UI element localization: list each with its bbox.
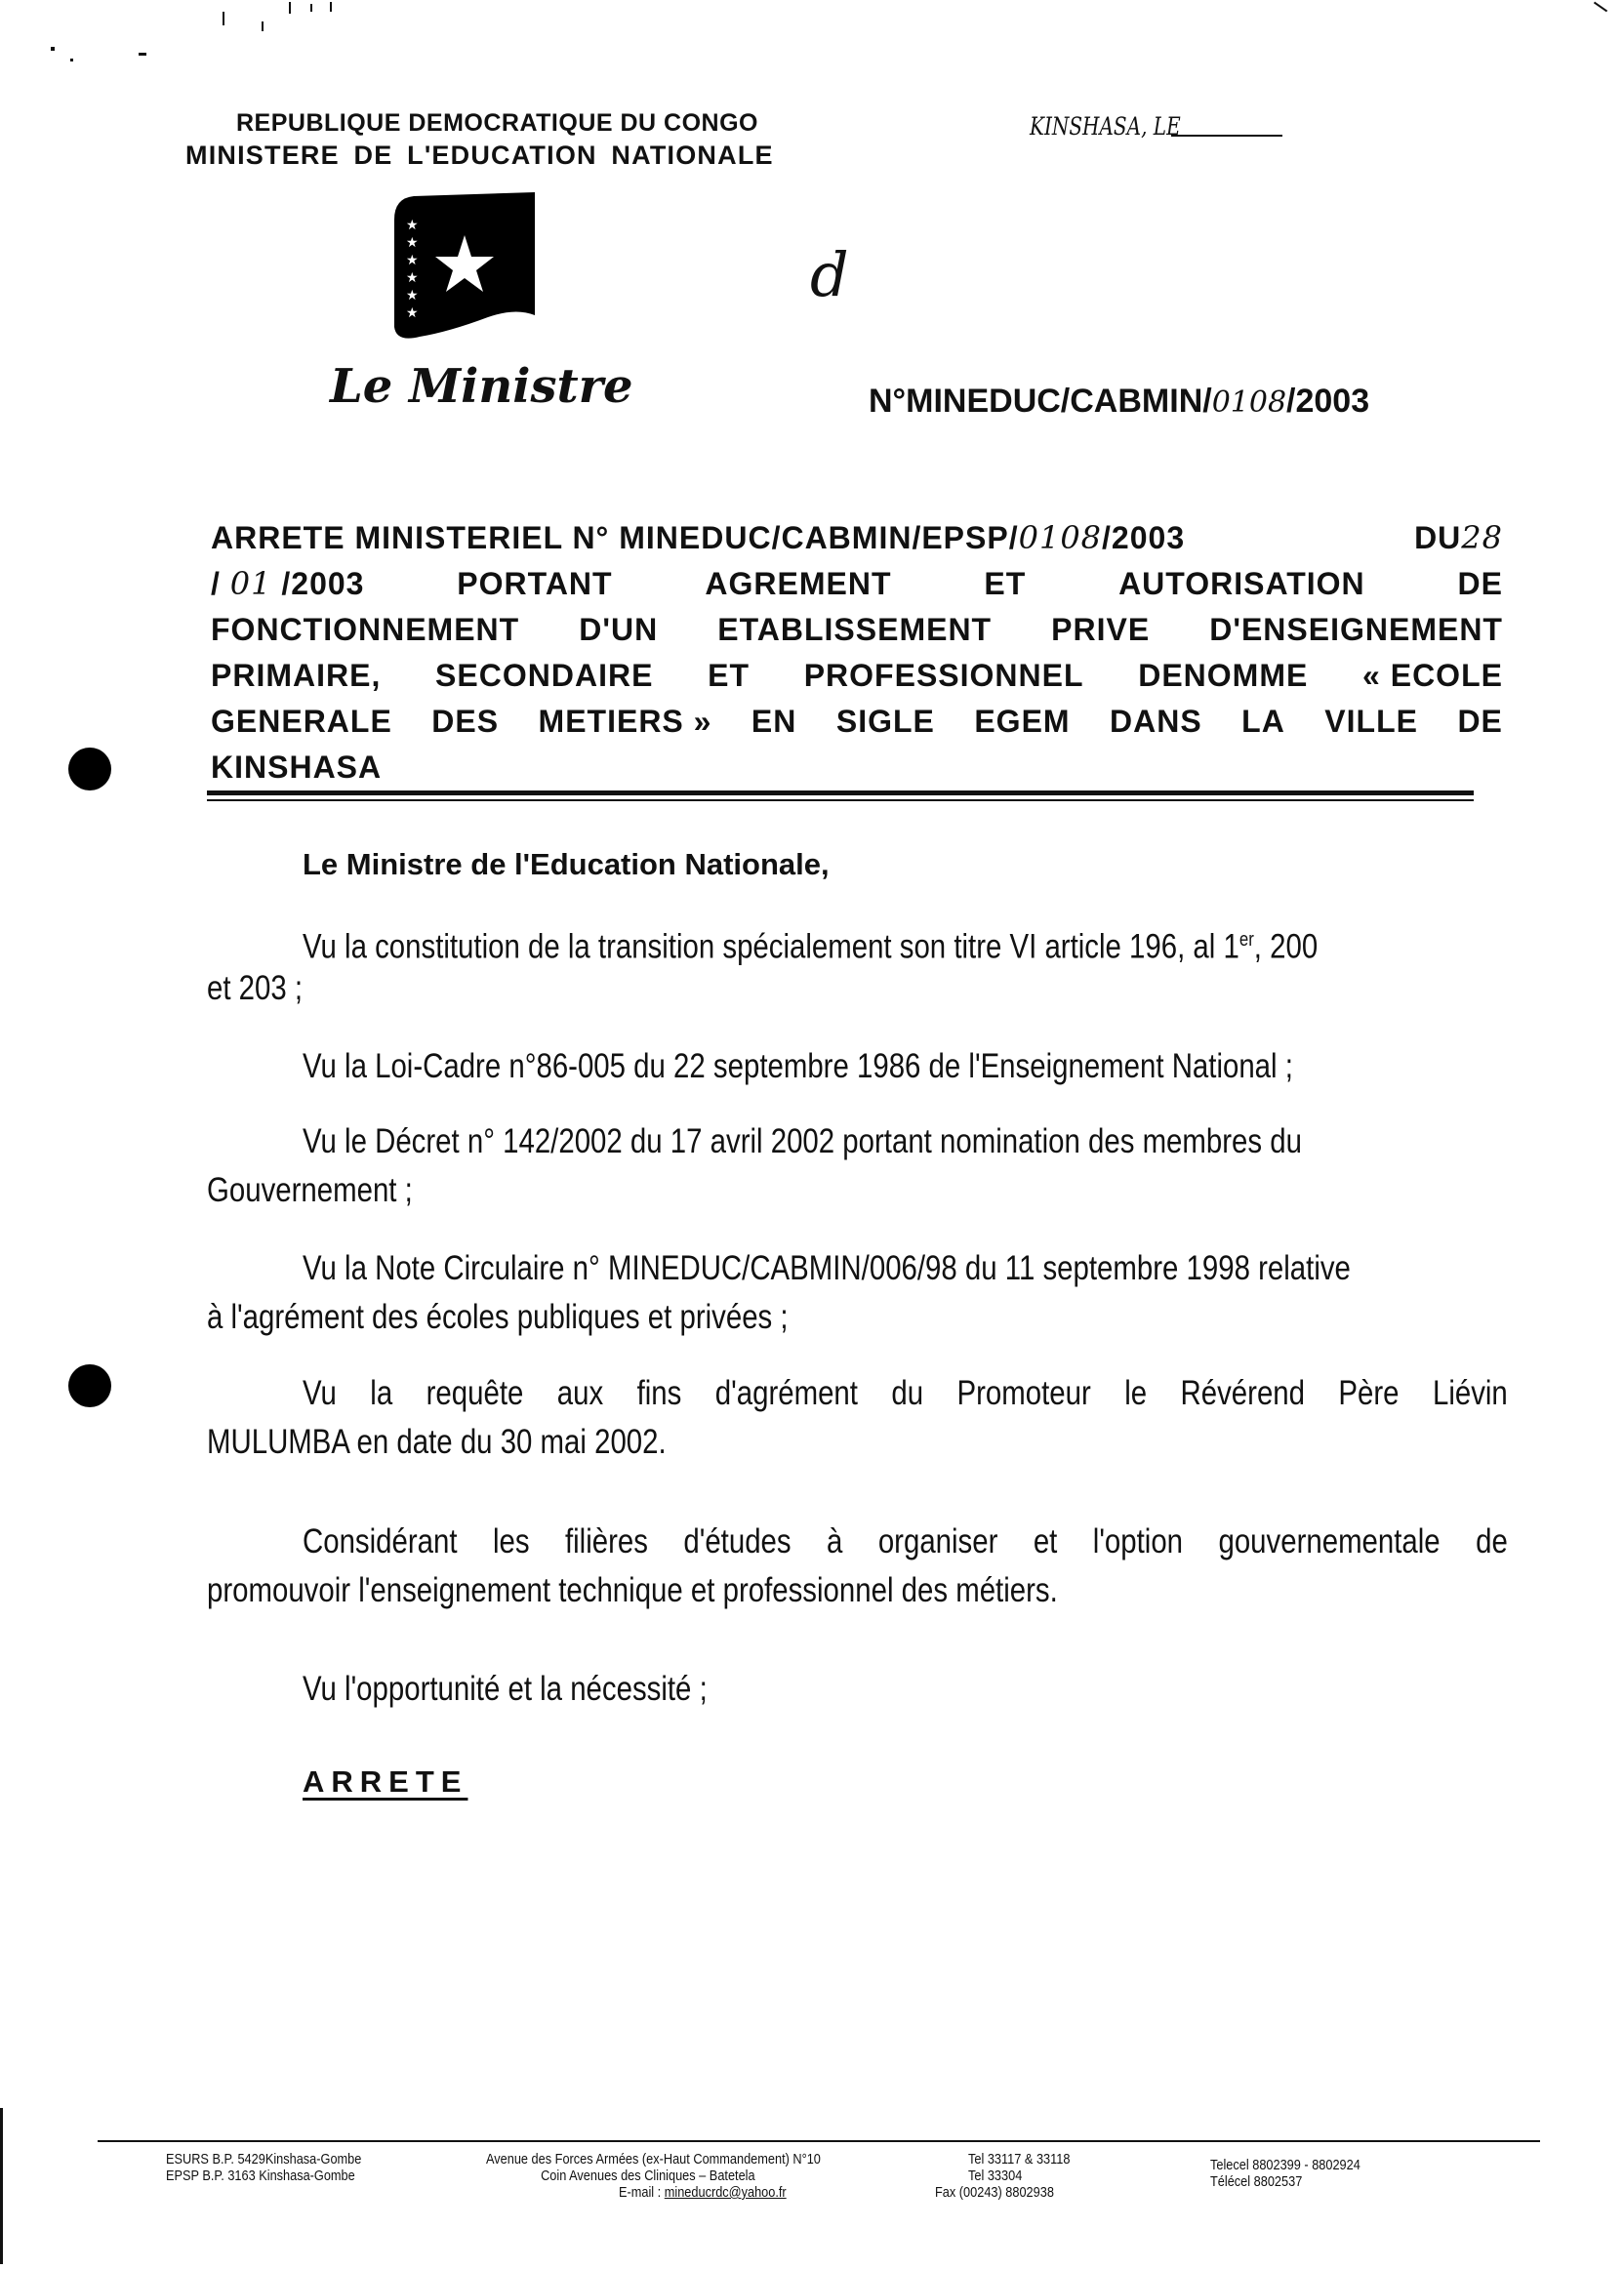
svg-text:★: ★ (406, 253, 419, 268)
text-run: Vu la requête aux fins d'agrément du Promoteur le Révérend Père Liévin (303, 1374, 1508, 1412)
footer-col-street (486, 2151, 821, 2201)
footer-email-label: E-mail : (619, 2184, 665, 2201)
country-name: REPUBLIQUE DEMOCRATIQUE DU CONGO (236, 109, 758, 137)
title-word: EGEM (974, 704, 1071, 739)
title-word: PRIMAIRE, (211, 658, 382, 693)
reference-number (869, 383, 1369, 421)
title-line-2 (211, 561, 1503, 607)
title-word: AGREMENT (705, 566, 892, 601)
title-day-handwritten: 28 (1461, 519, 1503, 556)
title-word: LA (1241, 704, 1285, 739)
svg-text:★: ★ (406, 288, 419, 304)
title-word: AUTORISATION (1118, 566, 1365, 601)
text-run: , 200 (1253, 927, 1319, 966)
paragraph-requete (303, 1369, 1508, 1418)
svg-text:★: ★ (406, 235, 419, 251)
footer-line: Tel 33117 & 33118 (968, 2151, 1071, 2168)
footer-email-link[interactable]: mineducrdc@yahoo.fr (664, 2184, 787, 2201)
text-run: Considérant les filières d'études à organiser et l'option gouvernementale de (303, 1522, 1508, 1560)
title-word: PORTANT (457, 566, 613, 601)
title-line-1 (211, 515, 1503, 561)
title-slash: / (211, 566, 221, 601)
scan-mark (51, 47, 55, 51)
handwritten-initial: d (810, 239, 849, 310)
scan-mark (1594, 2, 1607, 13)
decree-title (211, 515, 1503, 790)
scan-mark (330, 2, 332, 12)
footer-line: Télécel 8802537 (1210, 2173, 1303, 2190)
ref-prefix: N°MINEDUC/CABMIN/ (869, 383, 1212, 420)
title-du: DU (1414, 520, 1462, 555)
paragraph-note-circulaire: Vu la Note Circulaire n° MINEDUC/CABMIN/006/98 du 11 septembre 1998 relative (303, 1249, 1351, 1287)
title-word: DANS (1110, 704, 1202, 739)
title-month (211, 561, 364, 607)
footer-line: Coin Avenues des Cliniques – Batetela (541, 2168, 755, 2184)
title-year: /2003 (1102, 520, 1186, 555)
title-line-5 (211, 699, 1503, 745)
title-word: SIGLE (835, 704, 935, 739)
title-word: METIERS » (538, 704, 712, 739)
footer-line: EPSP B.P. 3163 Kinshasa-Gombe (166, 2168, 355, 2184)
paragraph-considerant-cont: promouvoir l'enseignement technique et professionnel des métiers. (207, 1571, 1058, 1609)
title-word: D'ENSEIGNEMENT (1209, 612, 1503, 647)
footer-col-telecel (1210, 2157, 1360, 2190)
punch-hole-dot (68, 1364, 111, 1407)
ministry-name: MINISTERE DE L'EDUCATION NATIONALE (185, 141, 774, 170)
scan-mark (310, 4, 312, 12)
footer-col-phones (935, 2151, 1070, 2201)
scan-mark (223, 12, 224, 25)
scan-mark (139, 53, 146, 56)
title-word: DE (1457, 704, 1503, 739)
paragraph-line (303, 915, 1318, 972)
title-word: /2003 (281, 566, 365, 601)
punch-hole-dot (68, 748, 111, 790)
ref-suffix: /2003 (1286, 383, 1370, 420)
title-word: ETABLISSEMENT (717, 612, 993, 647)
paragraph-requete-cont: MULUMBA en date du 30 mai 2002. (207, 1423, 667, 1461)
superscript: er (1238, 929, 1254, 951)
footer-line: Tel 33304 (968, 2168, 1023, 2184)
title-word: « ECOLE (1362, 658, 1503, 693)
title-word: PROFESSIONNEL (803, 658, 1084, 693)
footer-line: Avenue des Forces Armées (ex-Haut Commandement) N°10 (486, 2151, 821, 2168)
paragraph-constitution-cont: et 203 ; (207, 969, 304, 1007)
flag-emblem-icon (390, 190, 539, 346)
paragraph-constitution (303, 915, 1318, 972)
title-word: DES (431, 704, 500, 739)
title-word: D'UN (579, 612, 659, 647)
paragraph-decret-cont: Gouvernement ; (207, 1171, 413, 1209)
scan-mark (70, 59, 73, 61)
title-word: GENERALE (211, 704, 392, 739)
title-ref: ARRETE MINISTERIEL N° MINEDUC/CABMIN/EPSP/ (211, 520, 1019, 555)
title-month-handwritten: 01 (229, 565, 272, 602)
arrete-heading: ARRETE (303, 1764, 468, 1799)
title-word: FONCTIONNEMENT (211, 612, 520, 647)
footer-line: ESURS B.P. 5429Kinshasa-Gombe (166, 2151, 362, 2168)
place-date-label: KINSHASA, LE (1030, 112, 1181, 141)
title-word: ET (708, 658, 750, 693)
scan-edge (0, 2108, 3, 2264)
title-word: EN (751, 704, 797, 739)
ref-handwritten: 0108 (1211, 385, 1287, 420)
title-word: KINSHASA (211, 750, 383, 785)
title-word: PRIVE (1051, 612, 1151, 647)
title-rule-thin (207, 799, 1474, 801)
svg-text:★: ★ (406, 270, 419, 286)
footer-line: Telecel 8802399 - 8802924 (1210, 2157, 1360, 2173)
paragraph-loi-cadre: Vu la Loi-Cadre n°86-005 du 22 septembre 1986 de l'Enseignement National ; (303, 1047, 1293, 1085)
title-date (1414, 515, 1503, 561)
title-line-3 (211, 607, 1503, 653)
title-line-6 (211, 745, 1503, 790)
svg-text:★: ★ (406, 305, 419, 321)
paragraph-opportunite: Vu l'opportunité et la nécessité ; (303, 1670, 708, 1708)
title-line-4 (211, 653, 1503, 699)
scan-mark (289, 2, 291, 14)
minister-label: Le Ministre (330, 359, 633, 414)
title-word: VILLE (1324, 704, 1418, 739)
paragraph-decret: Vu le Décret n° 142/2002 du 17 avril 2002 portant nomination des membres du (303, 1122, 1302, 1160)
title-ref-handwritten: 0108 (1018, 519, 1103, 556)
paragraph-note-circulaire-cont: à l'agrément des écoles publiques et privées ; (207, 1298, 789, 1336)
text-run: Vu la constitution de la transition spécialement son titre VI article 196, al 1 (303, 927, 1239, 966)
title-rule-thick (207, 790, 1474, 795)
salutation: Le Ministre de l'Education Nationale, (303, 847, 830, 881)
title-word: SECONDAIRE (435, 658, 654, 693)
paragraph-considerant (303, 1518, 1508, 1566)
title-word: ET (984, 566, 1027, 601)
footer-email-line (486, 2184, 821, 2201)
title-text (211, 515, 1185, 561)
date-blank-line (1171, 135, 1282, 137)
title-word: DE (1457, 566, 1503, 601)
scan-mark (262, 21, 264, 31)
footer-col-addresses (166, 2151, 361, 2184)
svg-text:★: ★ (406, 218, 419, 233)
footer-rule (98, 2140, 1540, 2142)
title-word: DENOMME (1138, 658, 1309, 693)
footer-line: Fax (00243) 8802938 (935, 2184, 1054, 2201)
